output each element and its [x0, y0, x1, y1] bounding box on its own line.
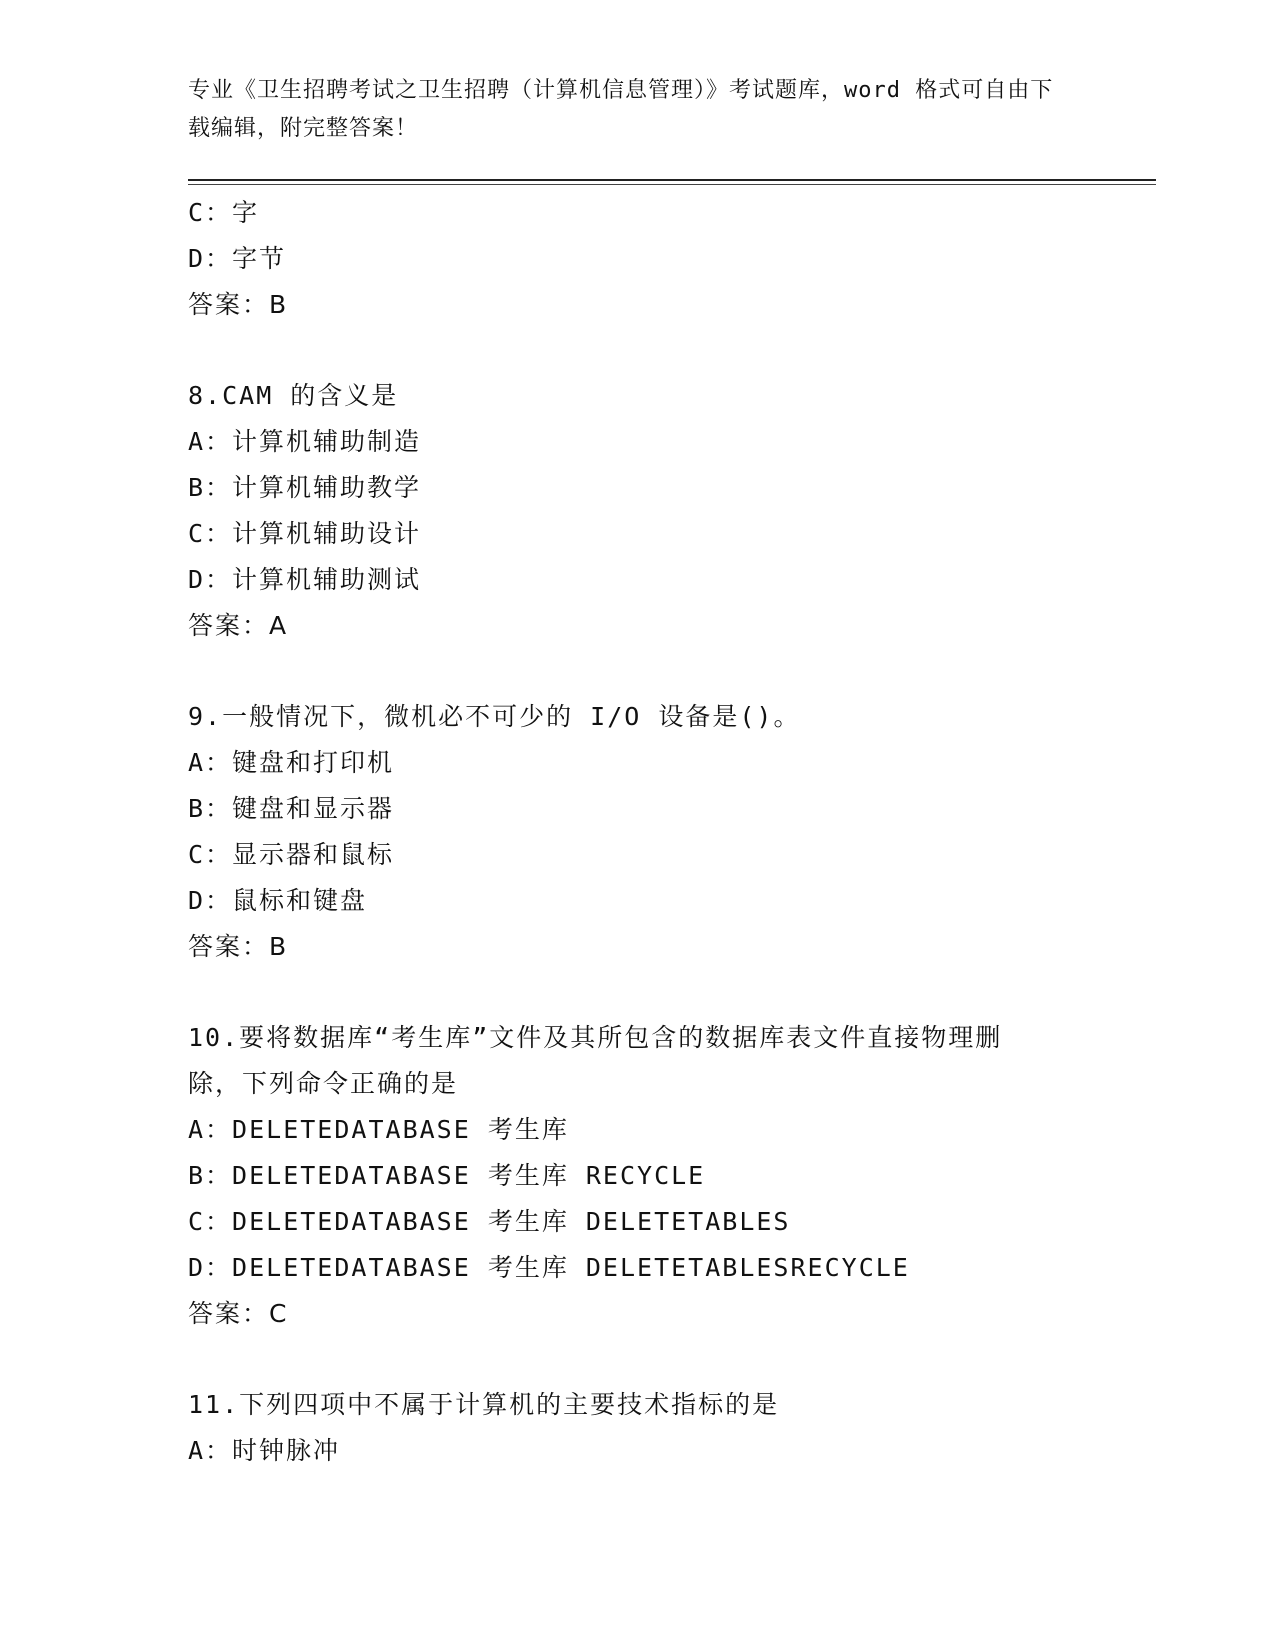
option-c: C：DELETEDATABASE 考生库 DELETETABLES: [188, 1207, 791, 1236]
question-stem: 11.下列四项中不属于计算机的主要技术指标的是: [188, 1390, 780, 1419]
answer-line: 答案：A: [188, 611, 289, 640]
answer-line: 答案：B: [188, 932, 289, 961]
document-header: 专业《卫生招聘考试之卫生招聘（计算机信息管理）》考试题库，word 格式可自由下载编辑，附完整答案！: [188, 78, 1054, 141]
question-10: [188, 1015, 1088, 1337]
question-9: [188, 694, 1088, 970]
option-c: C：字: [188, 198, 260, 227]
option-a: A：计算机辅助制造: [188, 427, 422, 456]
header-rule-thick: [188, 179, 1156, 181]
option-b: B：计算机辅助教学: [188, 473, 422, 502]
header-rule-thin: [188, 184, 1156, 185]
option-c: C：显示器和鼠标: [188, 840, 395, 869]
answer-line: 答案：B: [188, 290, 289, 319]
option-b: B：DELETEDATABASE 考生库 RECYCLE: [188, 1161, 706, 1190]
question-stem-line-2: 除，下列命令正确的是: [188, 1069, 459, 1098]
option-a: A：时钟脉冲: [188, 1436, 341, 1465]
question-8: [188, 373, 1088, 649]
option-c: C：计算机辅助设计: [188, 519, 422, 548]
option-d: D：鼠标和键盘: [188, 886, 368, 915]
option-d: D：DELETEDATABASE 考生库 DELETETABLESRECYCLE: [188, 1253, 910, 1282]
option-d: D：字节: [188, 244, 287, 273]
question-stem-line-1: 10.要将数据库“考生库”文件及其所包含的数据库表文件直接物理删: [188, 1023, 1003, 1052]
question-stem: 9.一般情况下，微机必不可少的 I/O 设备是()。: [188, 702, 801, 731]
option-a: A：键盘和打印机: [188, 748, 395, 777]
question-11: [188, 1382, 1088, 1474]
answer-line: 答案：C: [188, 1299, 289, 1328]
question-stem: 8.CAM 的含义是: [188, 381, 399, 410]
option-a: A：DELETEDATABASE 考生库: [188, 1115, 569, 1144]
question-list: [188, 190, 1088, 1474]
option-d: D：计算机辅助测试: [188, 565, 422, 594]
option-b: B：键盘和显示器: [188, 794, 395, 823]
